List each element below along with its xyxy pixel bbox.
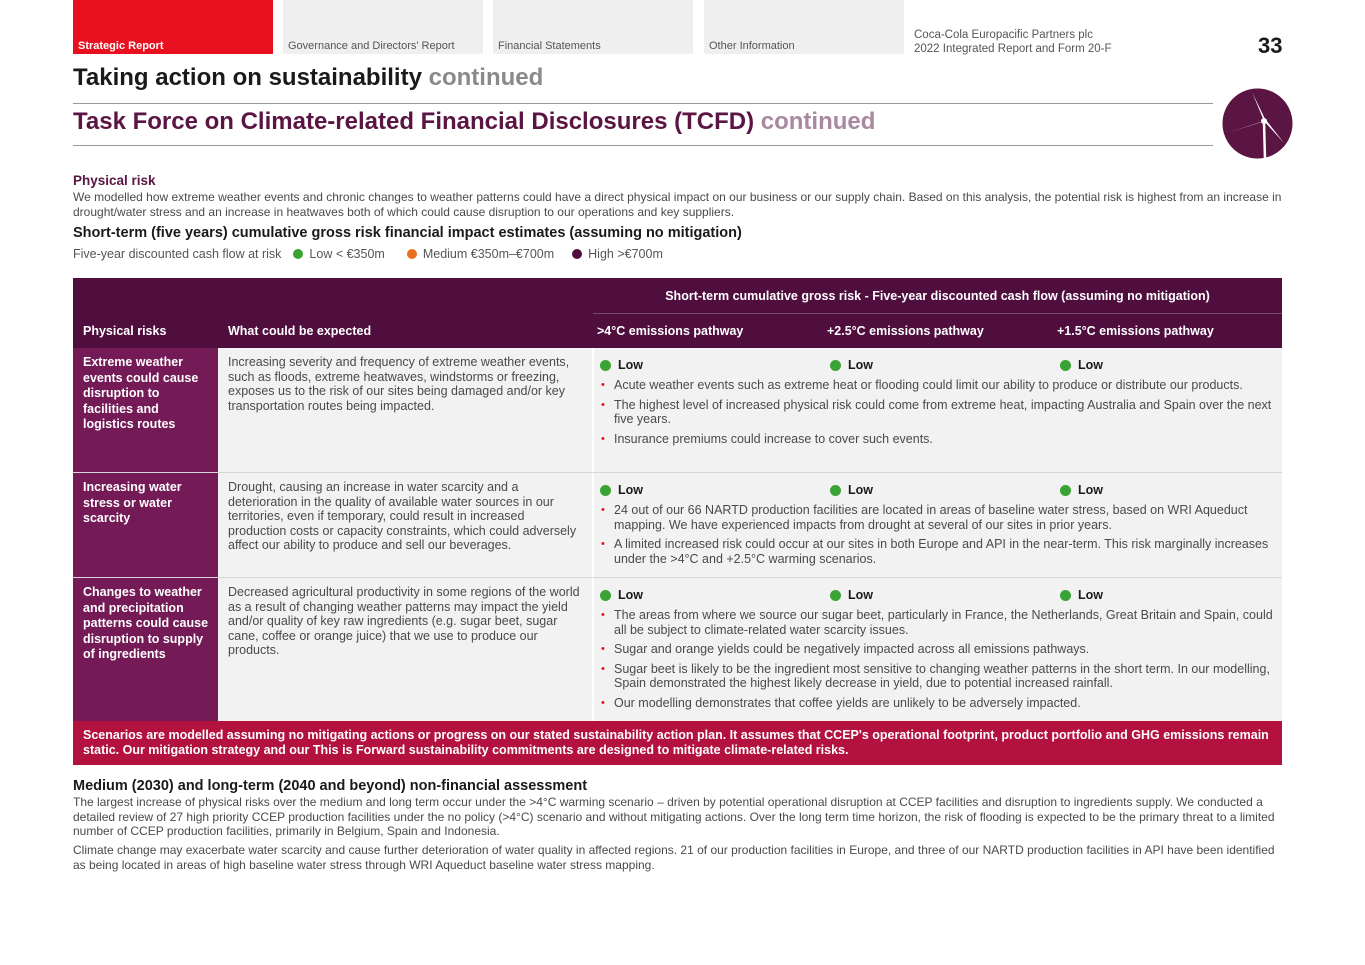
rating-1-5c — [1060, 588, 1103, 602]
rating-2-5c — [830, 483, 873, 497]
column-header: +1.5°C emissions pathway — [1057, 323, 1214, 338]
page-title — [73, 64, 543, 92]
page-number: 33 — [1258, 33, 1283, 58]
risk-name: Increasing water stress or water scarcity — [73, 473, 218, 577]
rating-label: Low — [848, 483, 873, 497]
divider — [73, 145, 1213, 146]
column-header: >4°C emissions pathway — [597, 323, 744, 338]
green-dot-icon — [293, 249, 303, 259]
rating-label: Low — [1078, 358, 1103, 372]
rating-label: Low — [1078, 588, 1103, 602]
section-title — [73, 108, 875, 136]
table-footnote: Scenarios are modelled assuming no mitigating actions or progress on our stated sustainability action plan. It assumes that CCEP's operational footprint, product portfolio and GHG emissions remain static. Our mitigation strategy and our This is Forward sustainability commitments are designed to mitigate climate-related risks. — [73, 721, 1282, 765]
divider — [73, 103, 1213, 104]
rating-2-5c — [830, 358, 873, 372]
rating-row — [600, 358, 1274, 374]
section-title-text: Task Force on Climate-related Financial Disclosures (TCFD) — [73, 108, 755, 135]
company-name: Coca-Cola Europacific Partners plc — [914, 29, 1093, 41]
tab-label: Governance and Directors' Report — [288, 40, 455, 52]
list-item: • Our modelling demonstrates that coffee yields are unlikely to be adversely impacted. — [614, 696, 1274, 711]
medium-long-term-para1: The largest increase of physical risks over the medium and long term occur under the >4°C warming scenario – driven by potential operational disruption at CCEP facilities and disruption to ingredients supply. We conducted a detailed review of 27 high priority CCEP production facilities under the no policy (>4°C) scenario and without mitigating actions. Over the long term time horizon, the risk of flooding is expected to be the primary threat to a limited number of CCEP production facilities, primarily in Belgium, Spain and Indonesia. — [73, 795, 1275, 838]
green-dot-icon — [830, 590, 841, 601]
legend-item-medium — [407, 247, 554, 261]
rating-1-5c — [1060, 483, 1103, 497]
risk-expected: Decreased agricultural productivity in some regions of the world as a result of changing weather patterns may impact the yield and/or quality of key raw ingredients (e.g. sugar beet, sugar cane, coffee or orange juice) that we use to produce our products. — [218, 578, 593, 721]
report-name: 2022 Integrated Report and Form 20-F — [914, 43, 1112, 55]
legend-item-high — [572, 247, 663, 261]
medium-long-term-title: Medium (2030) and long-term (2040 and beyond) non-financial assessment — [73, 778, 588, 794]
rating-4c — [600, 358, 643, 372]
rating-label: Low — [618, 588, 643, 602]
rating-1-5c — [1060, 358, 1103, 372]
green-dot-icon — [830, 485, 841, 496]
legend-item-label: Medium €350m–€700m — [422, 247, 555, 261]
tab-label: Strategic Report — [78, 40, 164, 52]
list-item: • Insurance premiums could increase to cover such events. — [614, 432, 1274, 447]
risk-impact — [594, 348, 1282, 472]
tab-label: Financial Statements — [498, 40, 601, 52]
legend-label: Five-year discounted cash flow at risk — [73, 247, 282, 261]
purple-dot-icon — [572, 249, 582, 259]
green-dot-icon — [1060, 485, 1071, 496]
rating-row — [600, 588, 1274, 604]
header-span: Short-term cumulative gross risk - Five-year discounted cash flow (assuming no mitigation) — [593, 278, 1282, 314]
risk-impact — [594, 578, 1282, 721]
rating-4c — [600, 588, 643, 602]
rating-label: Low — [1078, 483, 1103, 497]
wind-turbine-icon — [1222, 88, 1293, 159]
table-row — [73, 348, 1282, 473]
rating-row — [600, 483, 1274, 499]
column-header: Physical risks — [83, 323, 167, 338]
physical-risk-table — [73, 278, 1282, 765]
impact-list — [600, 608, 1274, 711]
green-dot-icon — [830, 360, 841, 371]
rating-label: Low — [848, 588, 873, 602]
table-row — [73, 473, 1282, 578]
green-dot-icon — [1060, 360, 1071, 371]
risk-impact — [594, 473, 1282, 577]
tab-other-information[interactable] — [704, 0, 904, 54]
list-item: • Sugar and orange yields could be negatively impacted across all emissions pathways. — [614, 642, 1274, 657]
green-dot-icon — [600, 485, 611, 496]
page-title-text: Taking action on sustainability — [73, 64, 422, 91]
risk-legend — [73, 247, 663, 261]
physical-risk-intro: We modelled how extreme weather events and chronic changes to weather patterns could have a direct physical impact on our business or our supply chain. Based on this analysis, the potential risk is highest from an increase in drought/water stress and an increase in heatwaves both of which could cause disruption to our operations and key suppliers. — [73, 190, 1282, 219]
physical-risk-title: Physical risk — [73, 173, 156, 188]
table-header — [73, 278, 1282, 348]
list-item: • Acute weather events such as extreme heat or flooding could limit our ability to produce or distribute our products. — [614, 378, 1274, 393]
document-identifier — [914, 28, 1112, 56]
page-title-suffix: continued — [428, 64, 544, 91]
risk-expected: Drought, causing an increase in water scarcity and a deterioration in the quality of available water sources in our territories, even if temporary, could result in increased production costs or capacity constraints, which could adversely affect our ability to produce and sell our beverages. — [218, 473, 593, 577]
legend-item-label: Low < €350m — [309, 247, 385, 261]
column-header: What could be expected — [228, 323, 372, 338]
tab-strategic-report[interactable] — [73, 0, 273, 54]
risk-name: Changes to weather and precipitation patterns could cause disruption to supply of ingredients — [73, 578, 218, 721]
list-item: • A limited increased risk could occur at our sites in both Europe and API in the near-term. This risk marginally increases under the >4°C and +2.5°C warming scenarios. — [614, 537, 1274, 566]
legend-item-low — [293, 247, 384, 261]
risk-name: Extreme weather events could cause disruption to facilities and logistics routes — [73, 348, 218, 472]
table-row — [73, 578, 1282, 721]
rating-4c — [600, 483, 643, 497]
impact-list — [600, 378, 1274, 446]
section-title-suffix: continued — [760, 108, 876, 135]
tab-label: Other Information — [709, 40, 795, 52]
green-dot-icon — [600, 360, 611, 371]
list-item: • The highest level of increased physical risk could come from extreme heat, impacting Australia and Spain over the next five years. — [614, 398, 1274, 427]
tab-governance[interactable] — [283, 0, 483, 54]
tab-financial-statements[interactable] — [493, 0, 693, 54]
green-dot-icon — [600, 590, 611, 601]
medium-long-term-para2: Climate change may exacerbate water scarcity and cause further deterioration of water quality in affected regions. 21 of our production facilities in Europe, and three of our NARTD production facilities in API have been identified as being located in areas of high baseline water stress through WRI Aqueduct baseline water stress mapping. — [73, 843, 1275, 872]
orange-dot-icon — [407, 249, 417, 259]
list-item: • 24 out of our 66 NARTD production facilities are located in areas of baseline water stress, based on WRI Aqueduct mapping. We have experienced impacts from drought at several of our sites in prior years. — [614, 503, 1274, 532]
legend-item-label: High >€700m — [588, 247, 663, 261]
list-item: • Sugar beet is likely to be the ingredient most sensitive to changing weather patterns in the short term. In our modelling, Spain demonstrated the highest likely decrease in yield, due to potential increased rainfall. — [614, 662, 1274, 691]
short-term-title: Short-term (five years) cumulative gross risk financial impact estimates (assuming no mitigation) — [73, 225, 742, 241]
list-item: • The areas from where we source our sugar beet, particularly in France, the Netherlands, Great Britain and Spain, could all be subject to climate-related water scarcity issues. — [614, 608, 1274, 637]
impact-list — [600, 503, 1274, 566]
rating-label: Low — [618, 358, 643, 372]
green-dot-icon — [1060, 590, 1071, 601]
column-header: +2.5°C emissions pathway — [827, 323, 984, 338]
risk-expected: Increasing severity and frequency of extreme weather events, such as floods, extreme heatwaves, windstorms or freezing, exposes us to the risk of our sites being damaged and/or key transportation routes being impacted. — [218, 348, 593, 472]
rating-label: Low — [848, 358, 873, 372]
rating-label: Low — [618, 483, 643, 497]
rating-2-5c — [830, 588, 873, 602]
